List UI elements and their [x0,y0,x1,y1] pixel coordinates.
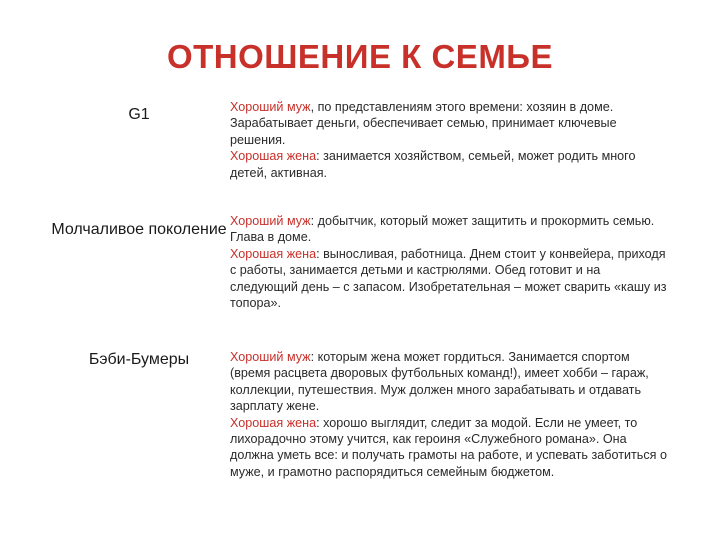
husband-text: : которым жена может гордиться. Занимается спортом (время расцвета дворовых футбольных команд!), имеет хобби – гараж, коллекции, путешествия. Муж должен много зарабатывать и отдавать зарплату жене. [230,350,649,414]
wife-label: Хорошая жена [230,149,317,164]
husband-label: Хороший муж [230,100,311,114]
husband-label: Хороший муж [230,214,311,228]
wife-text: : занимается хозяйством, семьей, может родить много детей, активная. [230,149,636,180]
description-block [230,349,668,480]
page-title: ОТНОШЕНИЕ К СЕМЬЕ [166,38,554,75]
description-block [230,99,668,181]
husband-text: , по представлениям этого времени: хозяин в доме. Зарабатывает деньги, обеспечивает семью, принимает ключевые решения. [230,100,617,147]
husband-paragraph [230,213,668,246]
husband-paragraph [230,349,668,415]
wife-paragraph [230,415,668,481]
generation-label: Молчаливое поколение [51,221,227,238]
generation-label: Бэби-Бумеры [88,351,190,368]
husband-paragraph [230,99,668,148]
wife-label: Хорошая жена [230,415,317,430]
husband-label: Хороший муж [230,350,311,364]
husband-text: : добытчик, который может защитить и прокормить семью. Глава в доме. [230,214,655,245]
wife-text: : хорошо выглядит, следит за модой. Если не умеет, то лихорадочно этому учится, как героиня «Служебного романа». Она должна уметь все: и получать грамоты на работе, и успевать заботиться о муже, и грамотно распорядиться семейным бюджетом. [230,415,667,479]
wife-paragraph [230,148,668,181]
generation-label: G1 [128,106,150,123]
wife-paragraph [230,246,668,312]
wife-label: Хорошая жена [230,246,317,261]
wife-text: : выносливая, работница. Днем стоит у конвейера, приходя с работы, занимается детьми и кастрюлями. Обед готовит и на следующий день – с запасом. Изобретательная – может сварить «кашу из топора». [230,246,667,311]
description-block [230,213,668,311]
